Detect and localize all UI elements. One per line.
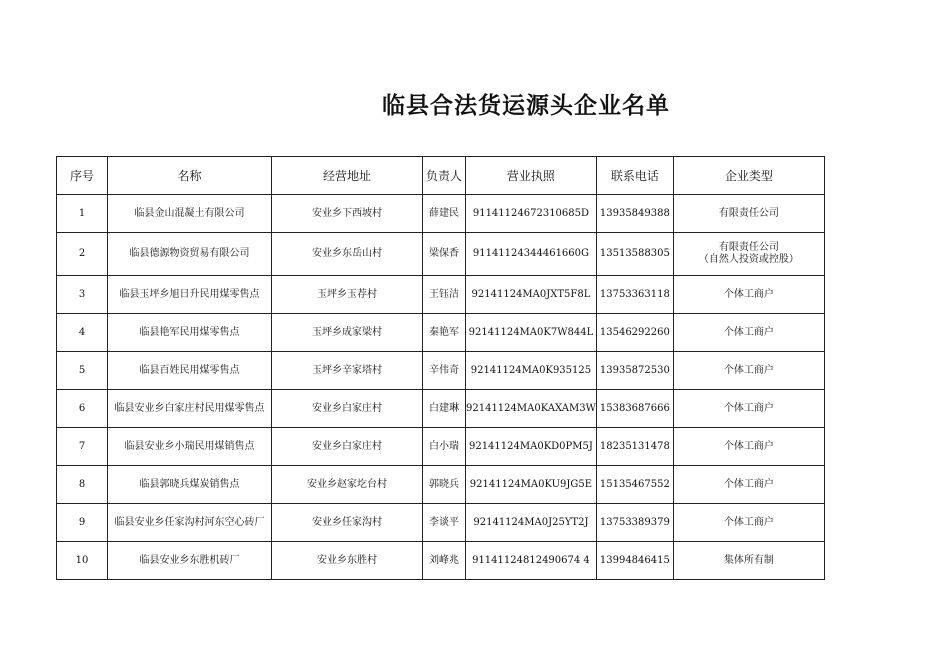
cell-license: 91141124812490674 4 xyxy=(466,542,597,580)
cell-no: 3 xyxy=(57,276,108,314)
header-license: 营业执照 xyxy=(466,157,597,195)
cell-license: 92141124MA0K935125 xyxy=(466,352,597,390)
table-row xyxy=(57,276,825,314)
enterprise-table xyxy=(56,156,825,580)
cell-person: 白建琳 xyxy=(423,390,466,428)
cell-phone: 15135467552 xyxy=(596,466,673,504)
cell-type: 个体工商户 xyxy=(673,466,824,504)
cell-type: 个体工商户 xyxy=(673,314,824,352)
cell-address: 安业乡赵家圪台村 xyxy=(272,466,423,504)
cell-address: 安业乡下西坡村 xyxy=(272,195,423,233)
cell-license: 92141124MA0JXT5F8L xyxy=(466,276,597,314)
cell-address: 安业乡东岳山村 xyxy=(272,233,423,276)
cell-person: 秦艳军 xyxy=(423,314,466,352)
table-row xyxy=(57,314,825,352)
table-row xyxy=(57,352,825,390)
cell-no: 10 xyxy=(57,542,108,580)
cell-type: 个体工商户 xyxy=(673,276,824,314)
table-row xyxy=(57,428,825,466)
cell-no: 8 xyxy=(57,466,108,504)
cell-phone: 18235131478 xyxy=(596,428,673,466)
cell-type: 集体所有制 xyxy=(673,542,824,580)
cell-type-note: （自然人投资或控股） xyxy=(698,254,799,265)
cell-phone: 15383687666 xyxy=(596,390,673,428)
cell-type xyxy=(673,233,824,276)
cell-no: 4 xyxy=(57,314,108,352)
table-row xyxy=(57,233,825,276)
table-row xyxy=(57,504,825,542)
cell-phone: 13935872530 xyxy=(596,352,673,390)
header-phone: 联系电话 xyxy=(596,157,673,195)
cell-address: 玉坪乡玉荐村 xyxy=(272,276,423,314)
cell-phone: 13753363118 xyxy=(596,276,673,314)
cell-address: 安业乡任家沟村 xyxy=(272,504,423,542)
cell-name: 临县郭晓兵煤炭销售点 xyxy=(108,466,272,504)
cell-license: 91141124344461660G xyxy=(466,233,597,276)
cell-person: 李谈平 xyxy=(423,504,466,542)
cell-license: 92141124MA0J25YT2J xyxy=(466,504,597,542)
cell-type: 个体工商户 xyxy=(673,428,824,466)
cell-phone: 13513588305 xyxy=(596,233,673,276)
cell-license: 91141124672310685D xyxy=(466,195,597,233)
cell-license: 92141124MA0KD0PM5J xyxy=(466,428,597,466)
cell-person: 梁保香 xyxy=(423,233,466,276)
cell-name: 临县安业乡任家沟村河东空心砖厂 xyxy=(108,504,272,542)
cell-phone: 13546292260 xyxy=(596,314,673,352)
cell-name: 临县玉坪乡旭日升民用煤零售点 xyxy=(108,276,272,314)
page-title: 临县合法货运源头企业名单 xyxy=(382,92,670,119)
cell-address: 玉坪乡成家梁村 xyxy=(272,314,423,352)
cell-no: 7 xyxy=(57,428,108,466)
cell-no: 6 xyxy=(57,390,108,428)
cell-person: 辛伟奇 xyxy=(423,352,466,390)
cell-license: 92141124MA0KAXAM3W xyxy=(466,390,597,428)
cell-name: 临县德源物资贸易有限公司 xyxy=(108,233,272,276)
cell-name: 临县安业乡白家庄村民用煤零售点 xyxy=(108,390,272,428)
cell-type: 个体工商户 xyxy=(673,390,824,428)
cell-person: 王钰洁 xyxy=(423,276,466,314)
cell-license: 92141124MA0K7W844L xyxy=(466,314,597,352)
cell-phone: 13935849388 xyxy=(596,195,673,233)
cell-phone: 13753389379 xyxy=(596,504,673,542)
cell-type-main: 有限责任公司 xyxy=(718,242,779,253)
cell-no: 9 xyxy=(57,504,108,542)
cell-address: 安业乡白家庄村 xyxy=(272,428,423,466)
header-name: 名称 xyxy=(108,157,272,195)
cell-person: 郭晓兵 xyxy=(423,466,466,504)
cell-name: 临县金山混凝土有限公司 xyxy=(108,195,272,233)
cell-address: 安业乡东胜村 xyxy=(272,542,423,580)
header-person: 负责人 xyxy=(423,157,466,195)
header-no: 序号 xyxy=(57,157,108,195)
cell-license: 92141124MA0KU9JG5E xyxy=(466,466,597,504)
cell-address: 玉坪乡辛家塔村 xyxy=(272,352,423,390)
cell-phone: 13994846415 xyxy=(596,542,673,580)
cell-person: 白小瑞 xyxy=(423,428,466,466)
cell-address: 安业乡白家庄村 xyxy=(272,390,423,428)
cell-name: 临县安业乡东胜机砖厂 xyxy=(108,542,272,580)
cell-person: 刘峰兆 xyxy=(423,542,466,580)
cell-no: 2 xyxy=(57,233,108,276)
cell-type: 个体工商户 xyxy=(673,504,824,542)
cell-name: 临县百姓民用煤零售点 xyxy=(108,352,272,390)
table-row xyxy=(57,390,825,428)
cell-name: 临县安业乡小瑞民用煤销售点 xyxy=(108,428,272,466)
cell-type: 个体工商户 xyxy=(673,352,824,390)
table-row xyxy=(57,195,825,233)
cell-type: 有限责任公司 xyxy=(673,195,824,233)
header-type: 企业类型 xyxy=(673,157,824,195)
header-address: 经营地址 xyxy=(272,157,423,195)
cell-name: 临县艳军民用煤零售点 xyxy=(108,314,272,352)
cell-person: 薛建民 xyxy=(423,195,466,233)
cell-no: 5 xyxy=(57,352,108,390)
table-row xyxy=(57,466,825,504)
cell-no: 1 xyxy=(57,195,108,233)
table-row xyxy=(57,542,825,580)
table-header-row xyxy=(57,157,825,195)
